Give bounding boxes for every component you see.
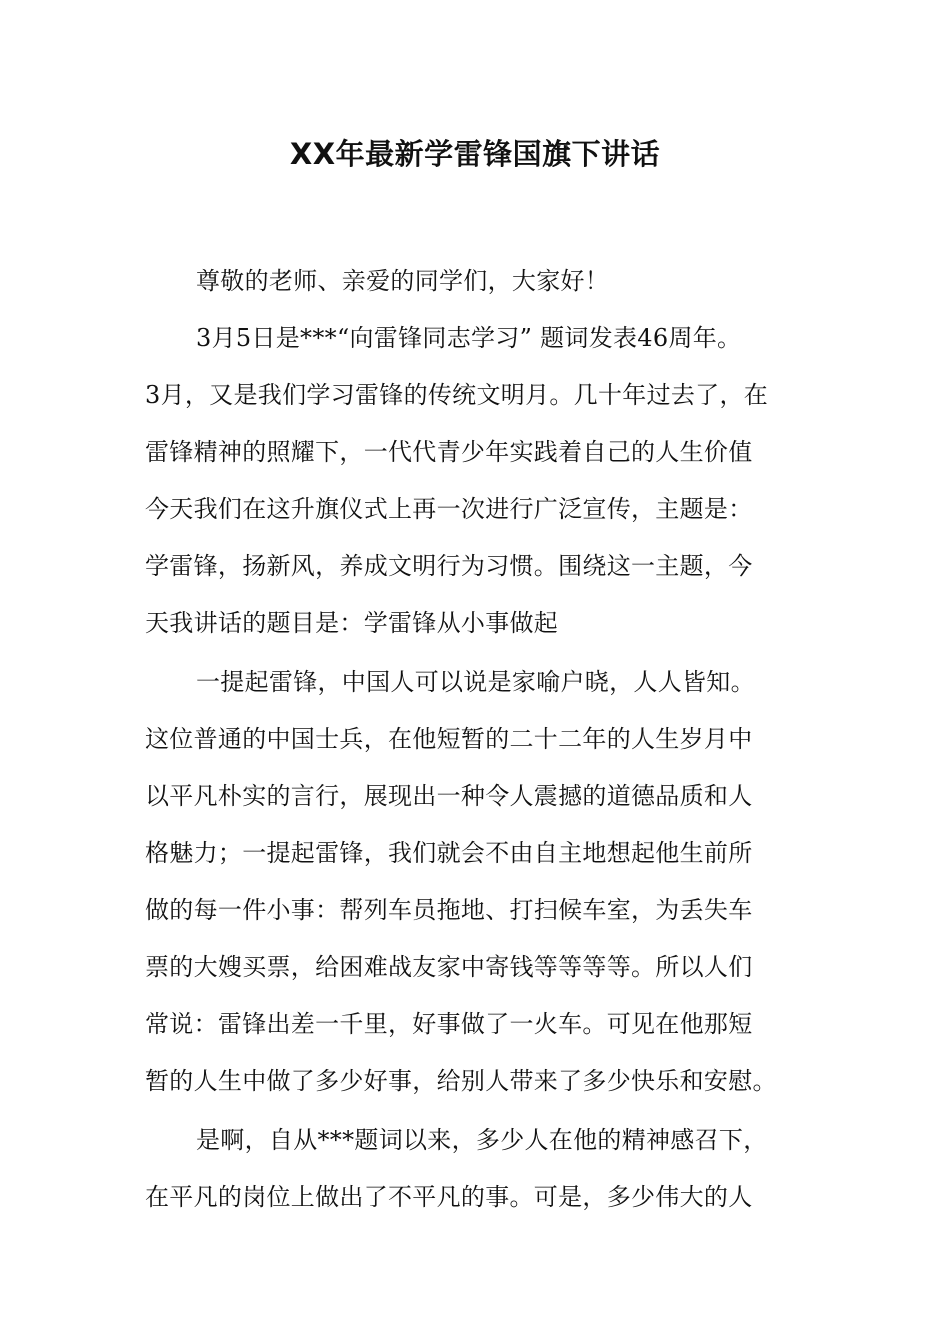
document-title: XX年最新学雷锋国旗下讲话 [289,137,661,171]
body-line-2: 3月5日是***“向雷锋同志学习” 题词发表46周年。 [196,324,742,352]
body-line-15: 暂的人生中做了多少好事，给别人带来了多少快乐和安慰。 [145,1067,777,1095]
body-line-3: 3月，又是我们学习雷锋的传统文明月。几十年过去了，在 [145,381,769,409]
body-line-13: 票的大嫂买票，给困难战友家中寄钱等等等等。所以人们 [145,953,753,981]
body-line-1: 尊敬的老师、亲爱的同学们，大家好！ [196,267,610,295]
body-line-14: 常说：雷锋出差一千里，好事做了一火车。可见在他那短 [145,1010,753,1038]
body-line-4: 雷锋精神的照耀下，一代代青少年实践着自己的人生价值 [145,438,753,466]
body-line-17: 在平凡的岗位上做出了不平凡的事。可是，多少伟大的人 [145,1183,753,1211]
body-line-12: 做的每一件小事：帮列车员拖地、打扫候车室，为丢失车 [145,896,753,924]
body-line-8: 一提起雷锋，中国人可以说是家喻户晓，人人皆知。 [196,668,755,696]
body-line-7: 天我讲话的题目是：学雷锋从小事做起 [145,609,559,637]
body-line-5: 今天我们在这升旗仪式上再一次进行广泛宣传，主题是： [145,495,753,523]
body-line-11: 格魅力；一提起雷锋，我们就会不由自主地想起他生前所 [145,839,753,867]
body-line-9: 这位普通的中国士兵，在他短暂的二十二年的人生岁月中 [145,725,753,753]
body-line-10: 以平凡朴实的言行，展现出一种令人震撼的道德品质和人 [145,782,753,810]
body-line-6: 学雷锋，扬新风，养成文明行为习惯。围绕这一主题，今 [145,552,753,580]
body-line-16: 是啊，自从***题词以来，多少人在他的精神感召下， [196,1126,768,1154]
